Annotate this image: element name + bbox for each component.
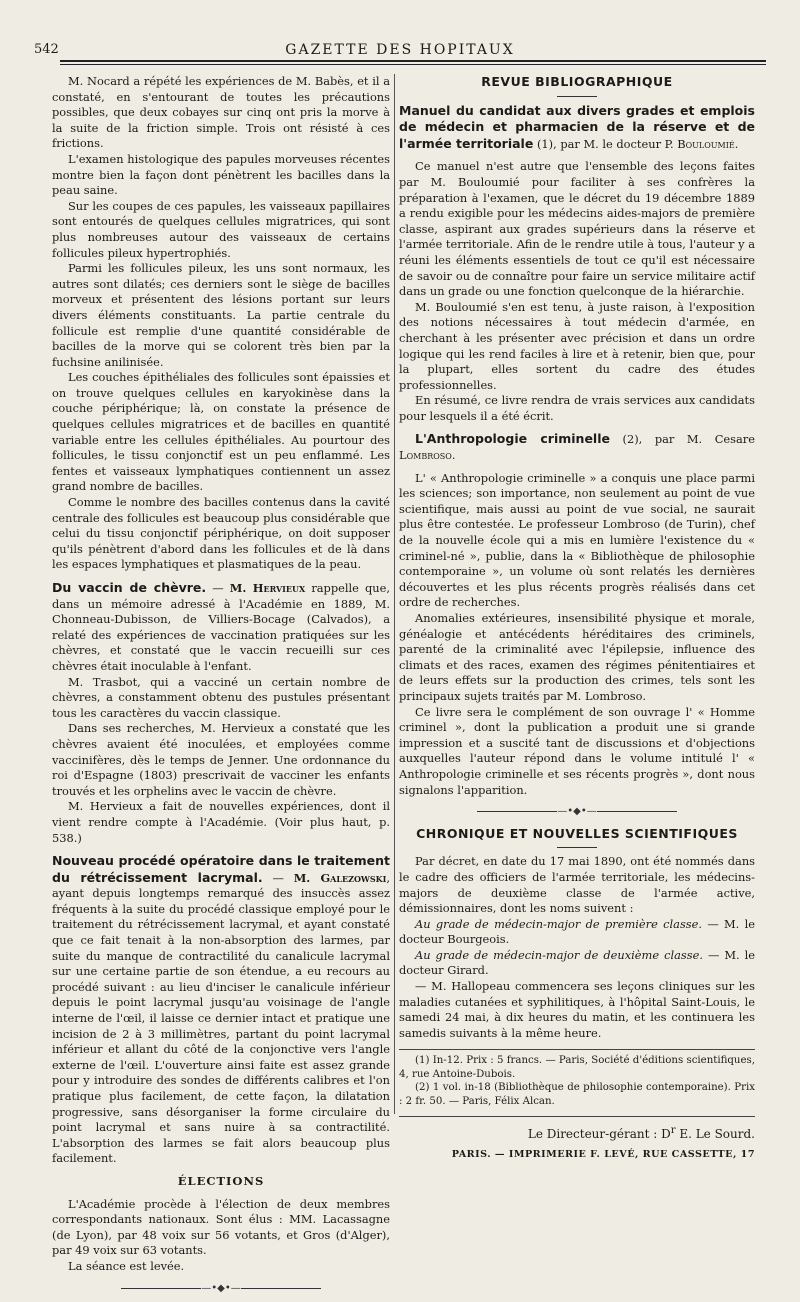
paragraph: Dans ses recherches, M. Hervieux a constaté que les chèvres avaient été inoculées, et employées comme vaccinifères, dès le temps de Jenner. Une ordonnance du roi d'Espagne (1803) prescrivait de vacciner les enfants trouvés et les orphelins avec le vaccin de chèvre. [52, 721, 390, 798]
paragraph: Par décret, en date du 17 mai 1890, ont été nommés dans le cadre des officiers de l'armée territoriale, les médecins-majors de deuxième classe de l'armée active, démissionnaires, dont les noms suivent : [399, 854, 755, 916]
section-heading-chronique: CHRONIQUE ET NOUVELLES SCIENTIFIQUES [416, 825, 738, 841]
paragraph: Les couches épithéliales des follicules sont épaissies et on trouve quelques cellules en karyokinèse dans la couche périphérique; là, on constate la présence de quelques cellules migratrices et de bacilles en quantité variable entre les cellules épithéliales. Au pourtour des follicules, le tissu conjonctif est un peu enflammé. Les fentes et vaisseaux lymphatiques contiennent un assez grand nombre de bacilles. [52, 370, 390, 494]
article-title: Nouveau procédé opératoire dans le traitement du rétrécissement lacrymal. [52, 853, 390, 885]
footnote: (1) In-12. Prix : 5 francs. — Paris, Société d'éditions scientifiques, 4, rue Antoine-Dubois. [399, 1055, 755, 1080]
section-heading-elections: ÉLECTIONS [177, 1173, 265, 1188]
short-rule [557, 847, 597, 848]
page-header [34, 36, 766, 60]
header-rule-thin [60, 64, 766, 65]
article-title: Du vaccin de chèvre. [52, 580, 207, 595]
paragraph: Ce livre sera le complément de son ouvrage l' « Homme criminel », dont la publication a produit une si grande impression et a suscité tant de discussions et d'objections auxquelles l'auteur répond dans le volume intitulé l' « Anthropologie criminelle et ses récents progrès », dont nous signalons l'apparition. [399, 704, 755, 797]
section-heading-revue: REVUE BIBLIOGRAPHIQUE [481, 74, 673, 89]
footnote: (2) 1 vol. in-18 (Bibliothèque de philosophie contemporaine). Prix : 2 fr. 50. — Paris, Félix Alcan. [399, 1082, 755, 1107]
paragraph: En résumé, ce livre rendra de vrais services aux candidats pour lesquels il a été écrit. [399, 393, 755, 423]
imprint-line: PARIS. — IMPRIMERIE F. LEVÉ, RUE CASSETTE, 17 [451, 1148, 755, 1160]
article-anthro-title: L'Anthropologie criminelle (2), par M. Cesare Lombroso. [399, 431, 755, 463]
article-author: M. Hervieux [229, 581, 306, 595]
paragraph: — M. Hallopeau commencera ses leçons cliniques sur les maladies cutanées et syphilitiques, à l'hôpital Saint-Louis, le samedi 24 mai, à dix heures du matin, et les continuera les samedis suivants à la même heure. [399, 979, 755, 1040]
article-author: M. Galezowski [293, 870, 387, 885]
short-rule [557, 96, 597, 97]
closing-line: La séance est levée. [68, 1258, 185, 1273]
paragraph: L' « Anthropologie criminelle » a conquis une place parmi les sciences; son importance, non seulement au point de vue scientifique, mais aussi au point de vue social, ne saurait plus être contestée. Le professeur Lombroso (de Turin), chef de la nouvelle école qui a mis en lumière l'existence du « criminel-né », publie, dans la « Bibliothèque de philosophie contemporaine », un volume où sont relatés les dernières découvertes et les plus récents progrès réalisés dans cet ordre de recherches. [399, 470, 755, 610]
paragraph: Ce manuel n'est autre que l'ensemble des leçons faites par M. Bouloumié pour faciliter à ses confrères la préparation à l'examen, que le décret du 19 décembre 1889 a rendu exigible pour les médecins aides-majors de première classe, aspirant aux grades supérieurs dans la réserve et l'armée territoriale. Afin de le rendre utile à tous, l'auteur y a réuni les éléments essentiels de tout ce qu'il est nécessaire de savoir ou de connaître pour faire un service militaire actif dans un grade ou une fonction quelconque de la hiérarchie. [399, 159, 755, 299]
left-column [52, 74, 390, 1302]
footnote-rule [399, 1049, 755, 1050]
page-number: 542 [34, 42, 59, 57]
paragraph: Comme le nombre des bacilles contenus dans la cavité centrale des follicules est beaucoup plus considérable que celui du tissu conjonctif périphérique, on doit supposer qu'ils pénètrent d'abord dans les follicules et de là dans les espaces lymphatiques et plasmatiques de la peau. [52, 495, 390, 572]
paragraph: Parmi les follicules pileux, les uns sont normaux, les autres sont dilatés; ces derniers sont le siège de bacilles morveux et présentent des lésions portant sur leurs divers éléments constituants. La partie centrale du follicule est remplie d'une quantité considérable de bacilles de la morve qui se colorent très bien par la fuchsine anilinisée. [52, 261, 390, 369]
article-manuel-title: Manuel du candidat aux divers grades et emplois de médecin et pharmacien de la réserve et de l'armée territoriale (1), par M. le docteur P. Bouloumié. [399, 102, 755, 151]
paragraph: M. Hervieux a fait de nouvelles expériences, dont il vient rendre compte à l'Académie. (Voir plus haut, p. 538.) [52, 799, 390, 845]
paragraph: Anomalies extérieures, insensibilité physique et morale, généalogie et antécédents héréditaires des criminels, parenté de la criminalité avec l'épilepsie, influence des climats et des races, examen des régimes pénitentiaires et de leurs effets sur la production des crimes, tels sont les principaux sujets traités par M. Lombroso. [399, 611, 755, 703]
footer-rule [399, 1116, 755, 1117]
column-divider [394, 74, 395, 1114]
article-procede: Nouveau procédé opératoire dans le traitement du rétrécissement lacrymal. — M. Galezowski, ayant depuis longtemps remarqué des insuccès assez fréquents à la suite du procédé classique employé pour le traitement du rétrécissement lacrymal, et ayant constaté que ce fait tenait à la non-absorption des larmes, par suite du manque de contractilité du canalicule lacrymal sur une certaine partie de son étendue, a eu recours au procédé suivant : au lieu d'inciser le canalicule inférieur depuis le point lacrymal jusqu'au voisinage de l'angle interne de l'œil, il laisse ce dernier intact et pratique une incision de 2 à 3 millimètres, partant du point lacrymal inférieur et allant du côté de la conjonctive vers l'angle externe de l'œil. L'ouverture ainsi faite est assez grande pour y introduire des sondes de différents calibres et l'on pratique plus facilement, de cette façon, la dilatation progressive, sans désorganiser la forme circulaire du point lacrymal et sans nuire à sa contractilité. L'absorption des larmes se fait alors beaucoup plus facilement. [52, 853, 390, 1166]
article-author: Lombroso [399, 448, 452, 463]
paragraph: L'examen histologique des papules morveuses récentes montre bien la façon dont pénètrent les bacilles dans la peau saine. [52, 151, 390, 198]
ornament-divider: —•◆•— [399, 804, 755, 820]
paragraph: M. Nocard a répété les expériences de M. Babès, et il a constaté, en s'entourant de toutes les précautions possibles, que deux cobayes sur cinq ont pris la morve à la suite de la friction simple. Trois ont résisté à ces frictions. [52, 74, 390, 151]
article-vaccin: Du vaccin de chèvre. — M. Hervieux rappelle que, dans un mémoire adressé à l'Académie en 1889, M. Chonneau-Dubisson, de Villiers-Bocage (Calvados), a relaté des expériences de vaccination pratiquées sur les chèvres, et constaté que le vaccin recueilli sur ces chèvres était inoculable à l'enfant. [52, 580, 391, 673]
paragraph: Au grade de médecin-major de première classe. — M. le docteur Bourgeois. [399, 916, 755, 947]
paragraph: Au grade de médecin-major de deuxième classe. — M. le docteur Girard. [399, 947, 755, 978]
paragraph: M. Bouloumié s'en est tenu, à juste raison, à l'exposition des notions nécessaires à tout médecin d'armée, en cherchant à les présenter avec précision et dans un ordre logique qui les rend faciles à lire et à retenir, bien que, pour la plupart, elles sortent du cadre des études professionnelles. [399, 299, 755, 392]
ornament-divider: —•◆•— [52, 1281, 390, 1297]
paragraph: Sur les coupes de ces papules, les vaisseaux papillaires sont entourés de quelques cellules migratrices, qui sont plus nombreuses autour des vaisseaux de certains follicules pileux hypertrophiés. [52, 198, 390, 260]
paragraph: L'Académie procède à l'élection de deux membres correspondants nationaux. Sont élus : MM. Lacassagne (de Lyon), par 48 voix sur 56 votants, et Gros (d'Alger), par 49 voix sur 63 votants. [52, 1196, 390, 1258]
signature: Le Directeur-gérant : $D^r$ E. Le Sourd. [527, 1125, 755, 1142]
header-rule-thick [60, 60, 766, 62]
right-column [399, 74, 755, 1162]
paragraph: M. Trasbot, qui a vacciné un certain nombre de chèvres, a constamment obtenu des pustules présentant tous les caractères du vaccin classique. [52, 674, 390, 720]
running-title: GAZETTE DES HOPITAUX [285, 42, 515, 58]
article-author: Bouloumié [677, 136, 735, 151]
